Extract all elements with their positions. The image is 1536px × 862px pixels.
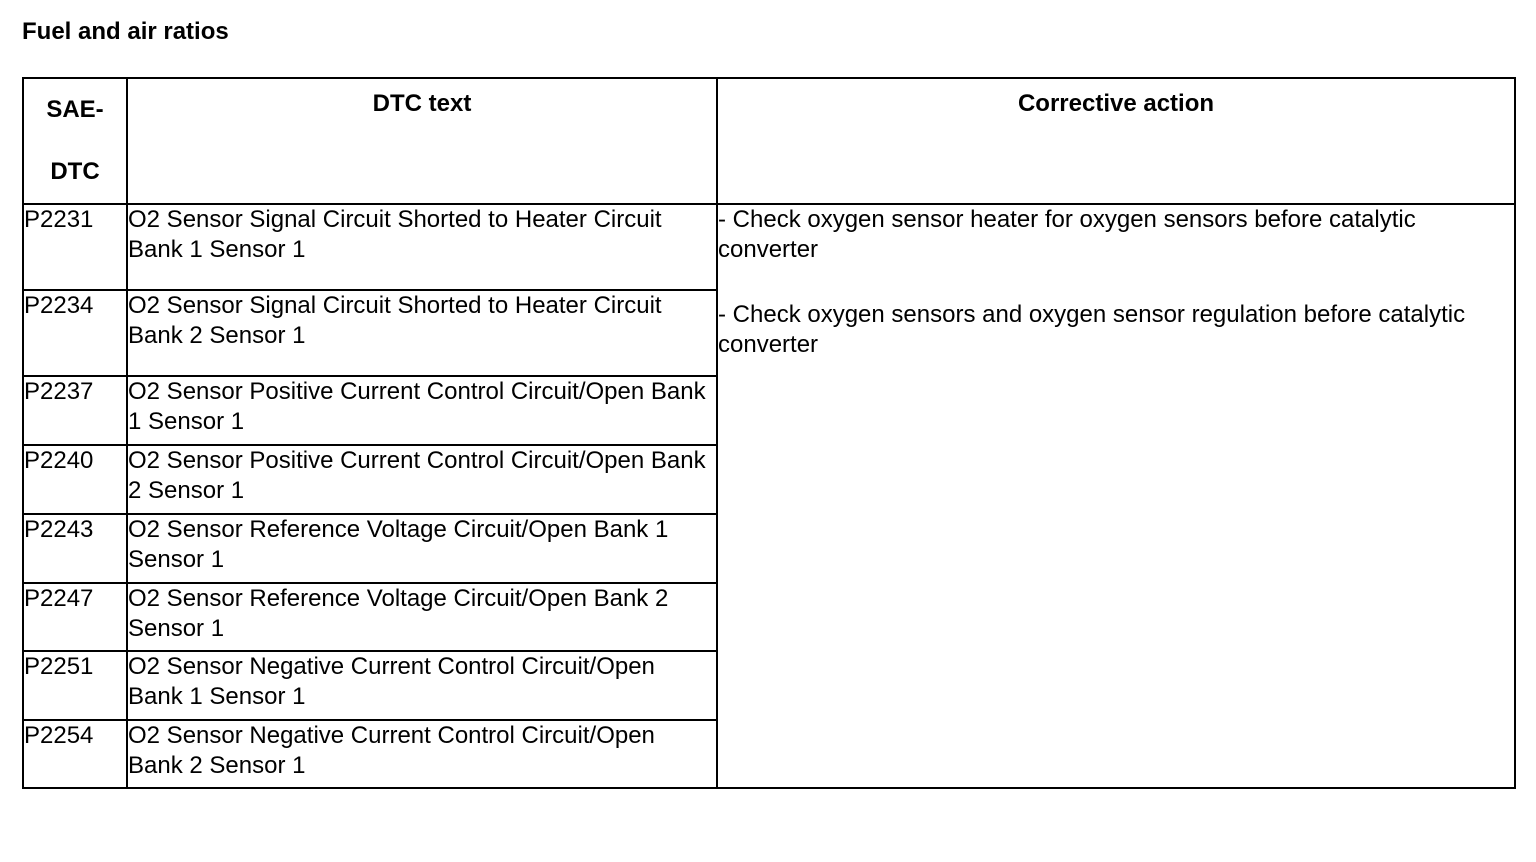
table-row <box>23 204 1515 290</box>
dtc-text: O2 Sensor Reference Voltage Circuit/Open Bank 1 Sensor 1 <box>127 514 717 583</box>
dtc-code: P2240 <box>23 445 127 514</box>
dtc-text: O2 Sensor Negative Current Control Circuit/Open Bank 2 Sensor 1 <box>127 720 717 788</box>
header-sae-dtc-line2: DTC <box>50 158 100 185</box>
dtc-code: P2247 <box>23 583 127 651</box>
header-sae-dtc <box>23 78 127 204</box>
header-sae-dtc-line1: SAE- <box>46 96 104 123</box>
corrective-action-cell <box>717 204 1515 788</box>
corrective-action-item: - Check oxygen sensors and oxygen sensor regulation before catalytic converter <box>718 301 1466 358</box>
table-header-row <box>23 78 1515 204</box>
dtc-text: O2 Sensor Negative Current Control Circuit/Open Bank 1 Sensor 1 <box>127 651 717 720</box>
dtc-table <box>22 77 1516 789</box>
document-title: Fuel and air ratios <box>22 18 229 45</box>
dtc-code: P2234 <box>23 290 127 376</box>
dtc-text: O2 Sensor Signal Circuit Shorted to Heater Circuit Bank 2 Sensor 1 <box>127 290 717 376</box>
dtc-text: O2 Sensor Reference Voltage Circuit/Open Bank 2 Sensor 1 <box>127 583 717 651</box>
dtc-code: P2237 <box>23 376 127 445</box>
header-dtc-text: DTC text <box>127 78 717 204</box>
corrective-action-item: - Check oxygen sensor heater for oxygen sensors before catalytic converter <box>718 206 1416 263</box>
dtc-code: P2254 <box>23 720 127 788</box>
dtc-text: O2 Sensor Positive Current Control Circuit/Open Bank 2 Sensor 1 <box>127 445 717 514</box>
dtc-text: O2 Sensor Positive Current Control Circuit/Open Bank 1 Sensor 1 <box>127 376 717 445</box>
dtc-code: P2243 <box>23 514 127 583</box>
dtc-code: P2231 <box>23 204 127 290</box>
dtc-code: P2251 <box>23 651 127 720</box>
header-corrective-action: Corrective action <box>717 78 1515 204</box>
dtc-text: O2 Sensor Signal Circuit Shorted to Heater Circuit Bank 1 Sensor 1 <box>127 204 717 290</box>
